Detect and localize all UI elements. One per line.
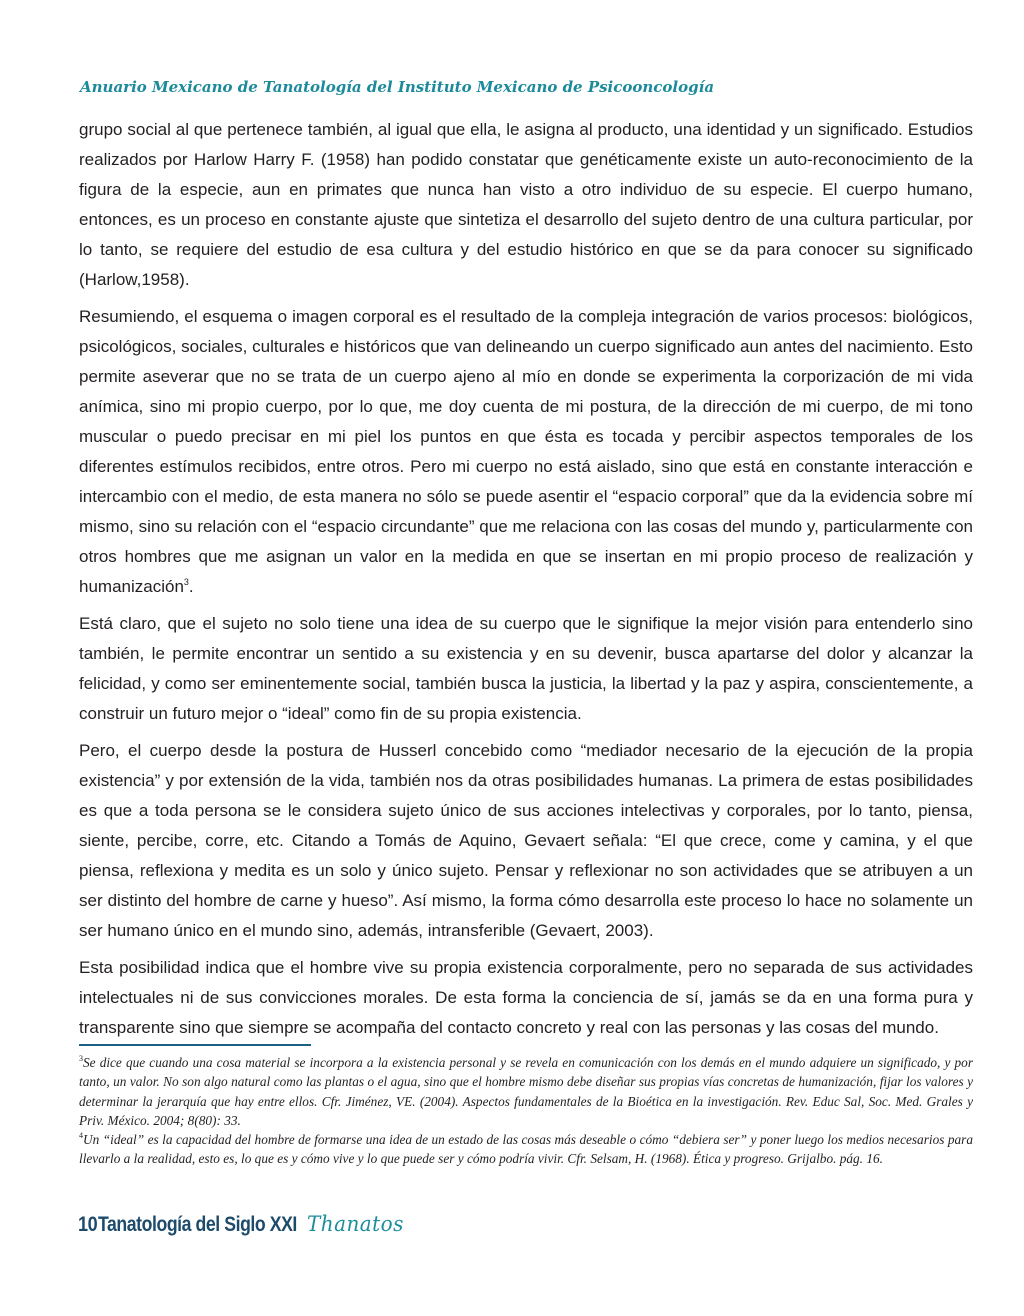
footnote-3 bbox=[79, 1053, 973, 1130]
paragraph-4-text: Pero, el cuerpo desde la postura de Husserl concebido como “mediador necesario de la ejecución de la propia existencia” y por extensión de la vida, también nos da otras posibilidades humanas. La primera de estas posibilidades es que a toda persona se le considera sujeto único de sus acciones intelectivas y corporales, por lo tanto, piensa, siente, percibe, corre, etc. Citando a Tomás de Aquino, Gevaert señala: “El que crece, come y camina, y el que piensa, reflexiona y medita es un solo y único sujeto. Pensar y reflexionar no son actividades que se atribuyen a un ser distinto del hombre de carne y hueso”. Así mismo, la forma cómo desarrolla este proceso lo hace no solamente un ser humano único en el mundo sino, además, intransferible (Gevaert, 2003). bbox=[79, 741, 973, 940]
footnotes bbox=[79, 1053, 973, 1169]
paragraph-2-tail: . bbox=[188, 577, 194, 596]
thanatos-logo: Thanatos bbox=[307, 1212, 405, 1236]
footnote-number: 4 bbox=[79, 1131, 83, 1141]
footnote-text: Se dice que cuando una cosa material se incorpora a la existencia personal y se revela en comunicación con los demás en el mundo adquiere un significado, y por tanto, un valor. No son algo natural como las plantas o el agua, sino que el hombre mismo debe diseñar sus propias vías concretas de humanización, fijar los valores y determinar la jerarquía que hay entre ellos. Cfr. Jiménez, VE. (2004). Aspectos fundamentales de la Bioética en la investigación. Rev. Educ Sal, Soc. Med. Grales y Priv. México. 2004; 8(80): 33. bbox=[79, 1055, 973, 1128]
page-number: 10 bbox=[78, 1213, 98, 1236]
publication-title: Tanatología del Siglo XXI bbox=[98, 1213, 298, 1236]
paragraph-1 bbox=[79, 115, 973, 295]
footnote-text: Un “ideal” es la capacidad del hombre de formarse una idea de un estado de las cosas más deseable o cómo “debiera ser” y poner luego los medios necesarios para llevarlo a la realidad, esto es, lo que es y cómo vive y lo que puede ser y cómo podría vivir. Cfr. Selsam, H. (1968). Ética y progreso. Grijalbo. pág. 16. bbox=[79, 1132, 973, 1167]
page-footer bbox=[78, 1212, 409, 1244]
paragraph-2 bbox=[79, 302, 973, 602]
paragraph-5 bbox=[79, 953, 973, 1043]
footnote-reference-3[interactable]: 3 bbox=[183, 577, 189, 587]
footnote-number: 3 bbox=[79, 1054, 83, 1063]
footnote-divider bbox=[79, 1044, 311, 1046]
paragraph-1-text: grupo social al que pertenece también, al igual que ella, le asigna al producto, una identidad y un significado. Estudios realizados por Harlow Harry F. (1958) han podido constatar que genéticamente existe un auto-reconocimiento de la figura de la especie, aun en primates que nunca han visto a otro individuo de su especie. El cuerpo humano, entonces, es un proceso en constante ajuste que sintetiza el desarrollo del sujeto dentro de una cultura particular, por lo tanto, se requiere del estudio de esa cultura y del estudio histórico en que se da para conocer su significado (Harlow,1958). bbox=[79, 120, 973, 289]
footnote-4 bbox=[79, 1130, 973, 1169]
paragraph-3-text: Está claro, que el sujeto no solo tiene una idea de su cuerpo que le signifique la mejor visión para entenderlo sino también, le permite encontrar un sentido a su existencia y en su devenir, busca apartarse del dolor y alcanzar la felicidad, y como ser eminentemente social, también busca la justicia, la libertad y la paz y aspira, conscientemente, a construir un futuro mejor o “ideal” como fin de su propia existencia. bbox=[79, 614, 973, 723]
paragraph-3 bbox=[79, 609, 973, 729]
paragraph-4 bbox=[79, 736, 973, 946]
running-header: Anuario Mexicano de Tanatología del Instituto Mexicano de Psicooncología bbox=[80, 78, 715, 96]
paragraph-5-text: Esta posibilidad indica que el hombre vive su propia existencia corporalmente, pero no separada de sus actividades intelectuales ni de sus convicciones morales. De esta forma la conciencia de sí, jamás se da en una forma pura y transparente sino que siempre se acompaña del contacto concreto y real con las personas y las cosas del mundo. bbox=[79, 958, 973, 1037]
paragraph-2-text: Resumiendo, el esquema o imagen corporal es el resultado de la compleja integración de varios procesos: biológicos, psicológicos, sociales, culturales e históricos que van delineando un cuerpo significado aun antes del nacimiento. Esto permite aseverar que no se trata de un cuerpo ajeno al mío en donde se experimenta la corporización de mi vida anímica, sino mi propio cuerpo, por lo que, me doy cuenta de mi postura, de la dirección de mi cuerpo, de mi tono muscular o puedo precisar en mi piel los puntos en que ésta es tocada y percibir aspectos temporales de los diferentes estímulos recibidos, entre otros. Pero mi cuerpo no está aislado, sino que está en constante interacción e intercambio con el medio, de esta manera no sólo se puede asentir el “espacio corporal” que da la evidencia sobre mí mismo, sino su relación con el “espacio circundante” que me relaciona con las cosas del mundo y, particularmente con otros hombres que me asignan un valor en la medida en que se insertan en mi propio proceso de realización y humanización bbox=[79, 307, 973, 596]
body-text bbox=[79, 115, 973, 1050]
